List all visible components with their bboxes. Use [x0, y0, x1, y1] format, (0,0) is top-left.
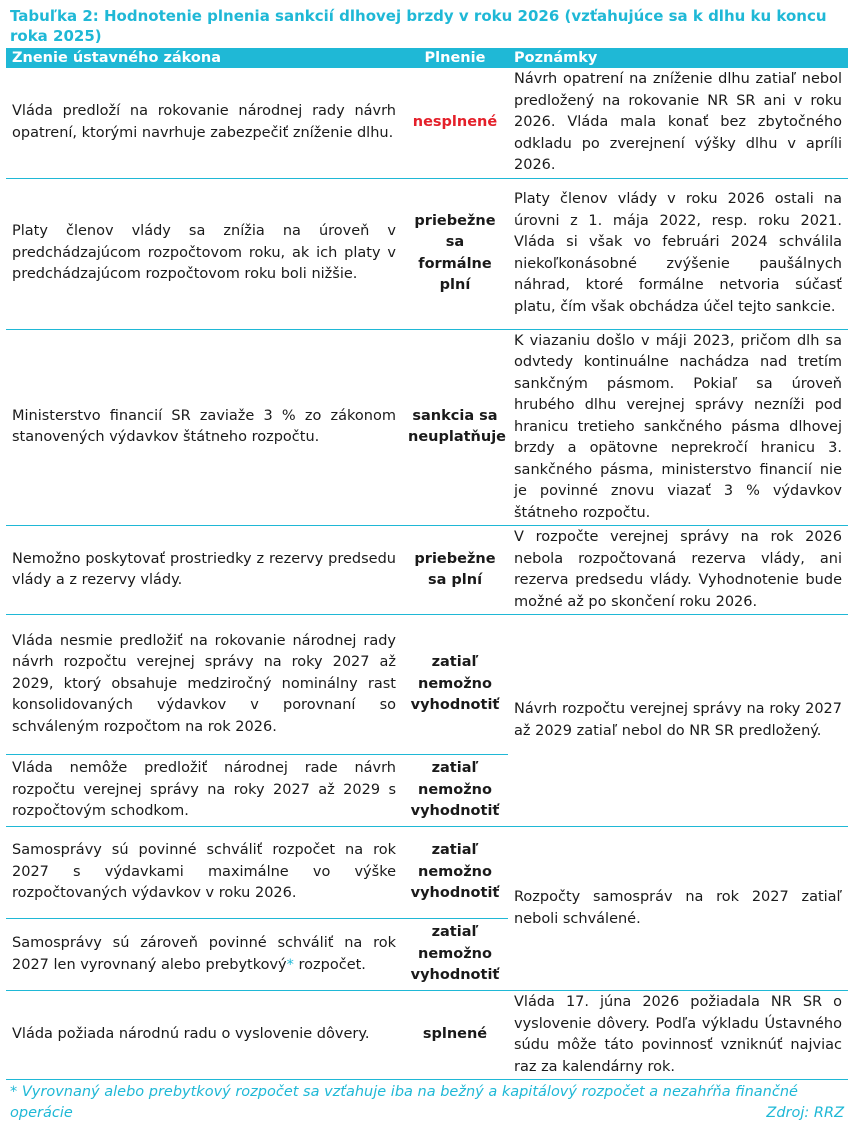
- footnote: * Vyrovnaný alebo prebytkový rozpočet sa vzťahuje iba na bežný a kapitálový rozpočet a nezahŕňa finančné operácie: [10, 1084, 798, 1121]
- table-title: Tabuľka 2: Hodnotenie plnenia sankcií dlhovej brzdy v roku 2026 (vzťahujúce sa k dlhu ku koncu roka 2025): [10, 7, 827, 45]
- law-text-end: rozpočet.: [293, 956, 366, 973]
- note-text: Platy členov vlády v roku 2026 ostali na úrovni z 1. mája 2022, resp. roku 2021. Vláda si však vo februári 2024 schválila niekoľkonásobné zvýšenie paušálnych náhrad, ktoré formálne netvoria súčasť platu, čím však obchádza účel tejto sankcie.: [508, 178, 848, 329]
- law-text: Vláda nesmie predložiť na rokovanie národnej rady návrh rozpočtu verejnej správy na roky 2027 až 2029, ktorý obsahuje medziročný nominálny rast konsolidovaných výdavkov v porovnaní so schváleným rozpočtom na rok 2026.: [6, 615, 402, 755]
- status-label: nesplnené: [402, 68, 508, 178]
- table-footer: [6, 1082, 848, 1124]
- header-note: Poznámky: [508, 48, 848, 68]
- note-text: Návrh rozpočtu verejnej správy na roky 2027 až 2029 zatiaľ nebol do NR SR predložený.: [508, 615, 848, 827]
- table-row: [6, 329, 848, 526]
- law-text: Vláda predloží na rokovanie národnej rady návrh opatrení, ktorými navrhuje zabezpečiť zníženie dlhu.: [6, 68, 402, 178]
- note-text: Vláda 17. júna 2026 požiadala NR SR o vyslovenie dôvery. Podľa výkladu Ústavného súdu môže táto povinnosť vzniknúť najviac raz za kalendárny rok.: [508, 991, 848, 1080]
- note-text: V rozpočte verejnej správy na rok 2026 nebola rozpočtovaná rezerva vlády, ani rezerva predsedu vlády. Vyhodnotenie bude možné až po skončení roku 2026.: [508, 526, 848, 615]
- law-text: Vláda nemôže predložiť národnej rade návrh rozpočtu verejnej správy na roky 2027 až 2029 s rozpočtovým schodkom.: [6, 755, 402, 827]
- table-row: [6, 991, 848, 1080]
- law-text-part: Samosprávy sú zároveň povinné schváliť na rok 2027 len vyrovnaný alebo prebytkový: [12, 935, 396, 973]
- law-text: [6, 919, 402, 991]
- sanctions-table: [6, 48, 848, 1080]
- table-row: [6, 178, 848, 329]
- header-status: Plnenie: [402, 48, 508, 68]
- status-label: zatiaľ nemožno vyhodnotiť: [402, 615, 508, 755]
- table-header-row: [6, 48, 848, 68]
- note-text: K viazaniu došlo v máji 2023, pričom dlh sa odvtedy kontinuálne nachádza nad tretím sankčným pásmom. Pokiaľ sa úroveň hrubého dlhu verejnej správy nezníži pod hranicu tretieho sankčného pásma dlhovej brzdy a opätovne neprekročí hranicu 3. sankčného pásma, ministerstvo financií nie je povinné znovu viazať 3 % výdavkov štátneho rozpočtu.: [508, 329, 848, 526]
- status-label: splnené: [402, 991, 508, 1080]
- law-text: Ministerstvo financií SR zaviaže 3 % zo zákonom stanovených výdavkov štátneho rozpočtu.: [6, 329, 402, 526]
- status-label: sankcia sa neuplatňuje: [402, 329, 508, 526]
- note-text: Návrh opatrení na zníženie dlhu zatiaľ nebol predložený na rokovanie NR SR ani v roku 2026. Vláda mala konať bez zbytočného odkladu po zverejnení výšky dlhu v apríli 2026.: [508, 68, 848, 178]
- law-text: Platy členov vlády sa znížia na úroveň v predchádzajúcom rozpočtovom roku, ak ich platy v predchádzajúcom rozpočtovom roku boli nižšie.: [6, 178, 402, 329]
- table-row: [6, 526, 848, 615]
- footnote-marker: *: [286, 956, 294, 973]
- status-label: priebežne sa formálne plní: [402, 178, 508, 329]
- status-label: zatiaľ nemožno vyhodnotiť: [402, 827, 508, 919]
- law-text: Nemožno poskytovať prostriedky z rezervy predsedu vlády a z rezervy vlády.: [6, 526, 402, 615]
- source-note: Zdroj: RRZ: [766, 1105, 844, 1121]
- table-row: [6, 827, 848, 919]
- table-row: [6, 68, 848, 178]
- law-text: Vláda požiada národnú radu o vyslovenie dôvery.: [6, 991, 402, 1080]
- header-law: Znenie ústavného zákona: [6, 48, 402, 68]
- table-row: [6, 615, 848, 755]
- status-label: zatiaľ nemožno vyhodnotiť: [402, 919, 508, 991]
- status-label: priebežne sa plní: [402, 526, 508, 615]
- status-label: zatiaľ nemožno vyhodnotiť: [402, 755, 508, 827]
- law-text: Samosprávy sú povinné schváliť rozpočet na rok 2027 s výdavkami maximálne vo výške rozpočtovaných výdavkov v roku 2026.: [6, 827, 402, 919]
- note-text: Rozpočty samospráv na rok 2027 zatiaľ neboli schválené.: [508, 827, 848, 991]
